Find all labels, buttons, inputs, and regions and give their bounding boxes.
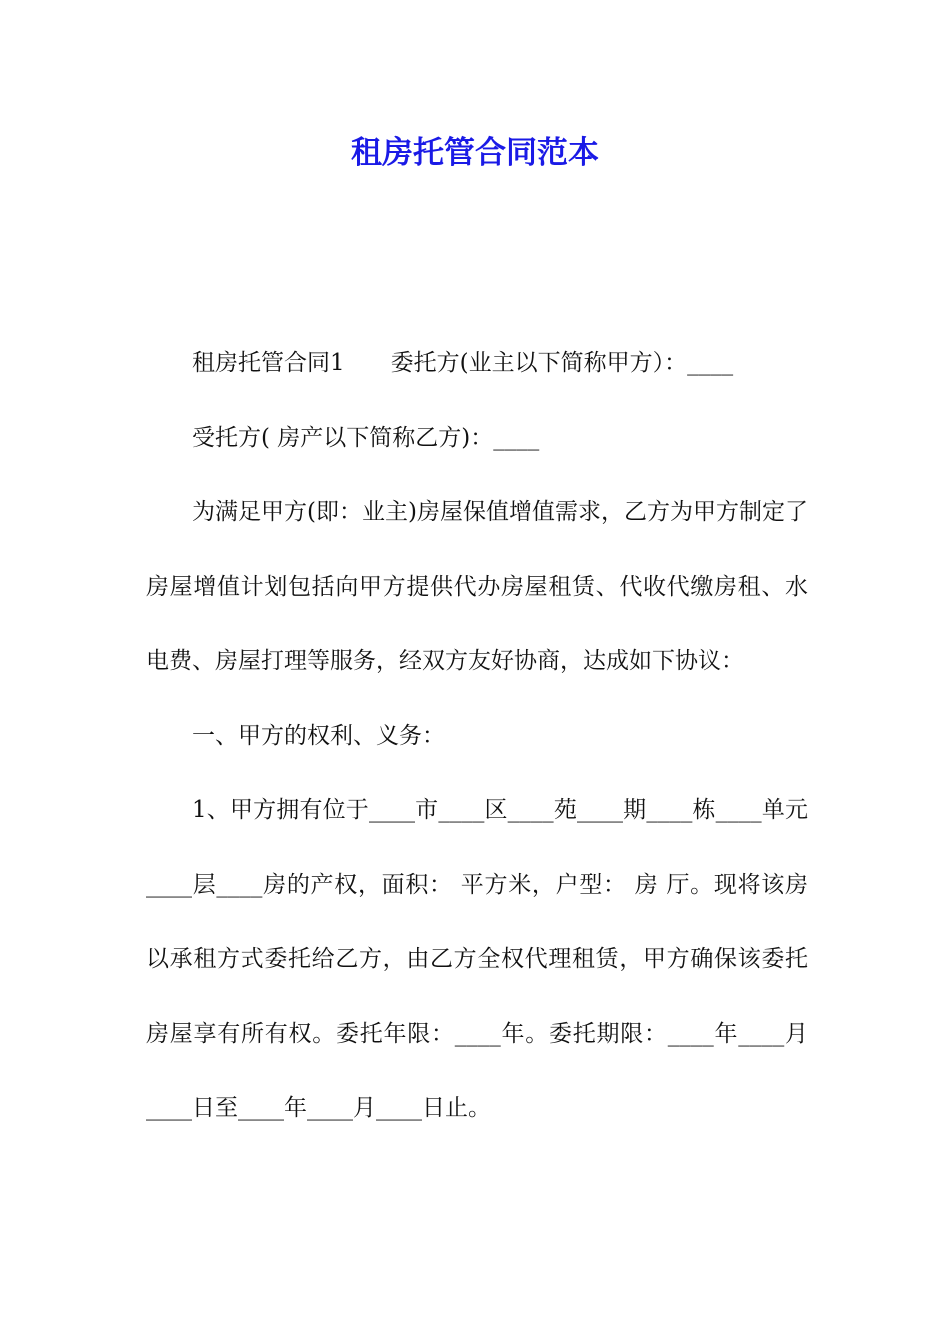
client-party-line: 委托方(业主以下简称甲方）：____ bbox=[390, 350, 734, 376]
clause-1: 1、甲方拥有位于____市____区____苑____期____栋____单元____层____房的产权，面积： 平方米，户型： 房 厅。现将该房以承租方式委托给乙方，由乙方全权代理租赁，甲方确保该委托房屋享有所有权。委托年限：____年。委托期限：____年____月____日至____年____月____日止。 bbox=[146, 797, 808, 1121]
paragraph-preamble: 为满足甲方(即：业主)房屋保值增值需求，乙方为甲方制定了房屋增值计划包括向甲方提供代办房屋租赁、代收代缴房租、水电费、房屋打理等服务，经双方友好协商，达成如下协议： bbox=[146, 499, 808, 674]
document-body bbox=[146, 326, 808, 1146]
document-title: 租房托管合同范本 bbox=[351, 135, 599, 171]
paragraph-parties-agent: 受托方( 房产以下简称乙方)：____ bbox=[192, 424, 540, 451]
paragraph-parties-client bbox=[146, 326, 808, 401]
section-heading-rights: 一、甲方的权利、义务： bbox=[192, 722, 445, 749]
contract-number-label: 租房托管合同1 bbox=[192, 350, 345, 376]
